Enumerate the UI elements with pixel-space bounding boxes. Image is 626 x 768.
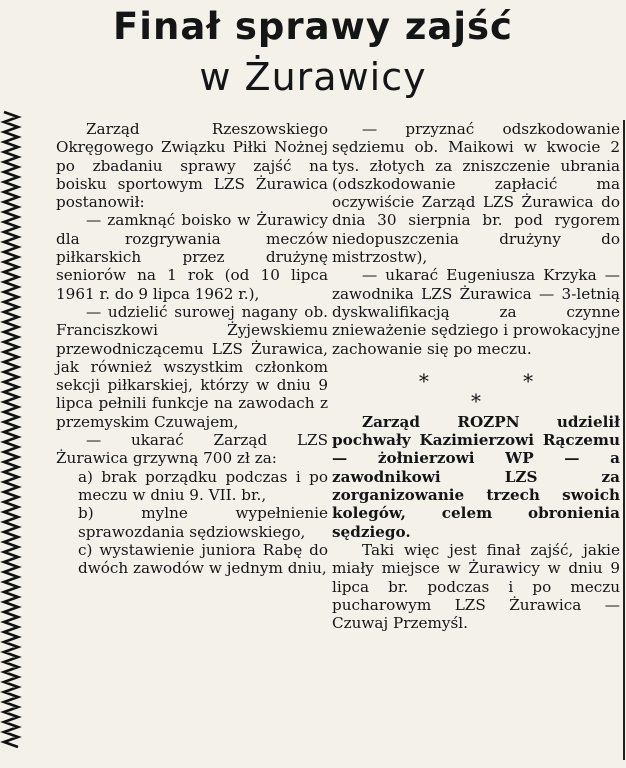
zigzag-border-ornament [0,110,22,750]
paragraph-closing: Taki więc jest finał zajść, jakie miały miejsce w Żurawicy w dniu 9 lipca br. podczas i po meczu pucharowym LZS Żurawica — Czuwaj Przemyśl. [332,540,620,633]
paragraph-decision-fine: — ukarać Zarząd LZS Żurawica grzywną 700 zł za: [56,431,328,468]
paragraph-decision-close-field: — zamknąć boisko w Żurawicy dla rozgrywania meczów piłkarskich przez drużynę seniorów na 1 rok (od 10 lipca 1961 r. do 9 lipca 1962 r.), [56,211,328,303]
headline-line-2: w Żurawicy [199,55,427,99]
article-column-1 [56,120,328,577]
right-column-rule [623,120,625,760]
fine-reason-b: b) mylne wypełnienie sprawozdania sędziowskiego, [78,504,328,541]
headline-line-1: Finał sprawy zajść [113,5,513,48]
paragraph-decision-compensation: — przyznać odszkodowanie sędziemu ob. Maikowi w kwocie 2 tys. złotych za zniszczenie ubrania (odszkodowanie zapłacić ma oczywiście Zarząd LZS Żurawica do dnia 30 sierpnia br. pod rygorem niedopuszczenia drużyny do mistrzostw), [332,120,620,267]
paragraph-intro: Zarząd Rzeszowskiego Okręgowego Związku Piłki Nożnej po zbadaniu sprawy zajść na boisku sportowym LZS Żurawica postanowił: [56,120,328,212]
section-separator-stars: * * * [418,368,578,413]
article-column-2 [332,120,620,632]
paragraph-commendation: Zarząd ROZPN udzielił pochwały Kazimierzowi Rączemu — żołnierzowi WP — a zawodnikowi LZS za zorganizowanie trzech swoich kolegów, celem obronienia sędziego. [332,412,620,541]
fine-reason-c: c) wystawienie juniora Rabę do dwóch zawodów w jednym dniu, [78,540,328,578]
paragraph-decision-reprimand: — udzielić surowej nagany ob. Franciszkowi Żyjewskiemu przewodniczącemu LZS Żurawica, jak również wszystkim członkom sekcji piłkarskiej, którzy w dniu 9 lipca pełnili funkcje na zawodach z przemyskim Czuwajem, [56,302,328,431]
paragraph-decision-disqualification: — ukarać Eugeniusza Krzyka — zawodnika LZS Żurawica — 3-letnią dyskwalifikacją za czynne znieważenie sędziego i prowokacyjne zachowanie się po meczu. [332,266,620,358]
fine-reason-a: a) brak porządku podczas i po meczu w dniu 9. VII. br., [78,467,328,504]
